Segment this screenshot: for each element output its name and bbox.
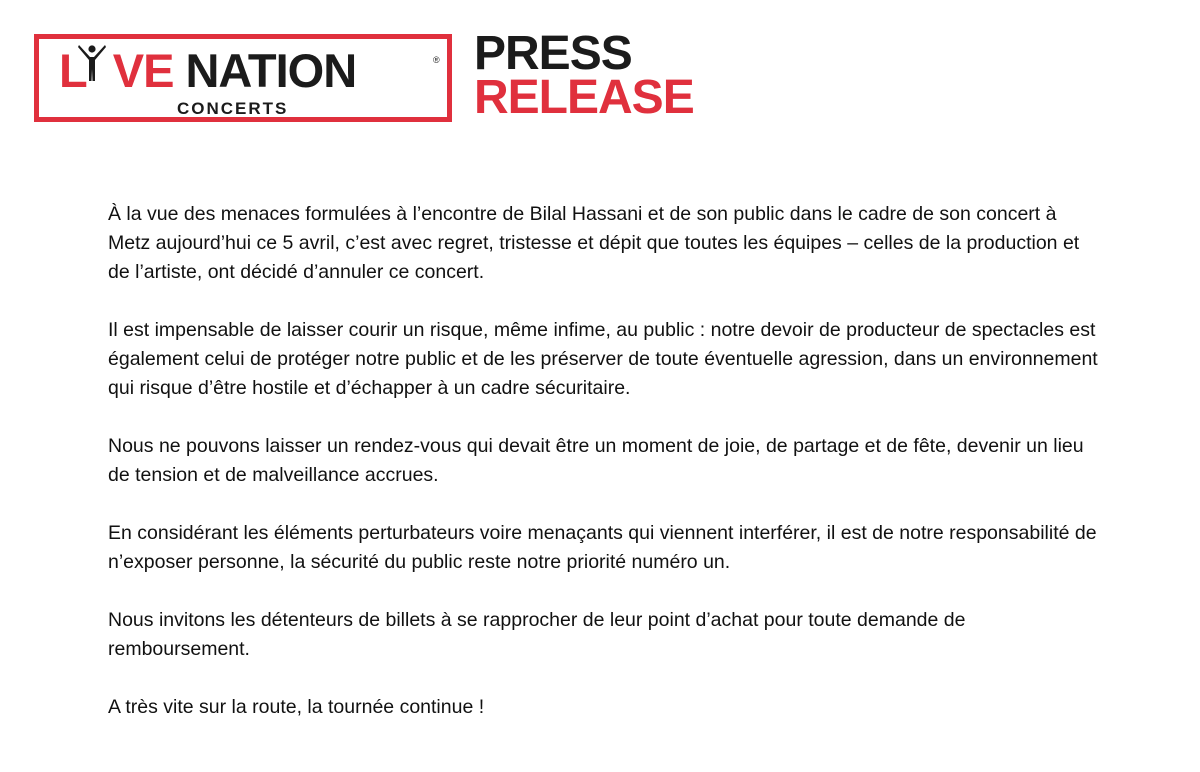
logo-wordmark — [59, 44, 439, 97]
paragraph-refund: Nous invitons les détenteurs de billets à se rapprocher de leur point d’achat pour toute demande de remboursement. — [108, 609, 966, 660]
logo-word-nation: NATION — [185, 44, 357, 97]
logo-letter-l: L — [59, 44, 87, 97]
paragraph-cancellation: À la vue des menaces formulées à l’encontre de Bilal Hassani et de son public dans le cadre de son concert à Metz aujourd’hui ce 5 avril, c’est avec regret, tristesse et dépit que toutes les équipes – celles de la production et de l’artiste, ont décidé d’annuler ce concert. — [108, 203, 1080, 283]
paragraph-joy: Nous ne pouvons laisser un rendez-vous qui devait être un moment de joie, de partage et de fête, devenir un lieu de tension et de malveillance accrues. — [108, 435, 1084, 486]
logo-subtitle: CONCERTS — [177, 99, 289, 118]
paragraph-closing: A très vite sur la route, la tournée continue ! — [108, 696, 485, 718]
press-release-body — [108, 200, 1098, 751]
press-heading: PRESS — [474, 27, 632, 80]
registered-mark: ® — [433, 55, 440, 65]
performer-figure-icon — [77, 43, 107, 83]
release-heading: RELEASE — [474, 71, 694, 124]
paragraph-safety: Il est impensable de laisser courir un risque, même infime, au public : notre devoir de producteur de spectacles est également celui de protéger notre public et de les préserver de toute éventuelle agression, dans un environnement qui risque d’être hostile et d’échapper à un cadre sécuritaire. — [108, 319, 1098, 399]
logo-word-live: VE — [112, 44, 174, 97]
paragraph-responsibility: En considérant les éléments perturbateurs voire menaçants qui viennent interférer, il est de notre responsabilité de n’exposer personne, la sécurité du public reste notre priorité numéro un. — [108, 522, 1097, 573]
live-nation-logo — [34, 34, 452, 122]
press-release-header — [34, 27, 774, 126]
